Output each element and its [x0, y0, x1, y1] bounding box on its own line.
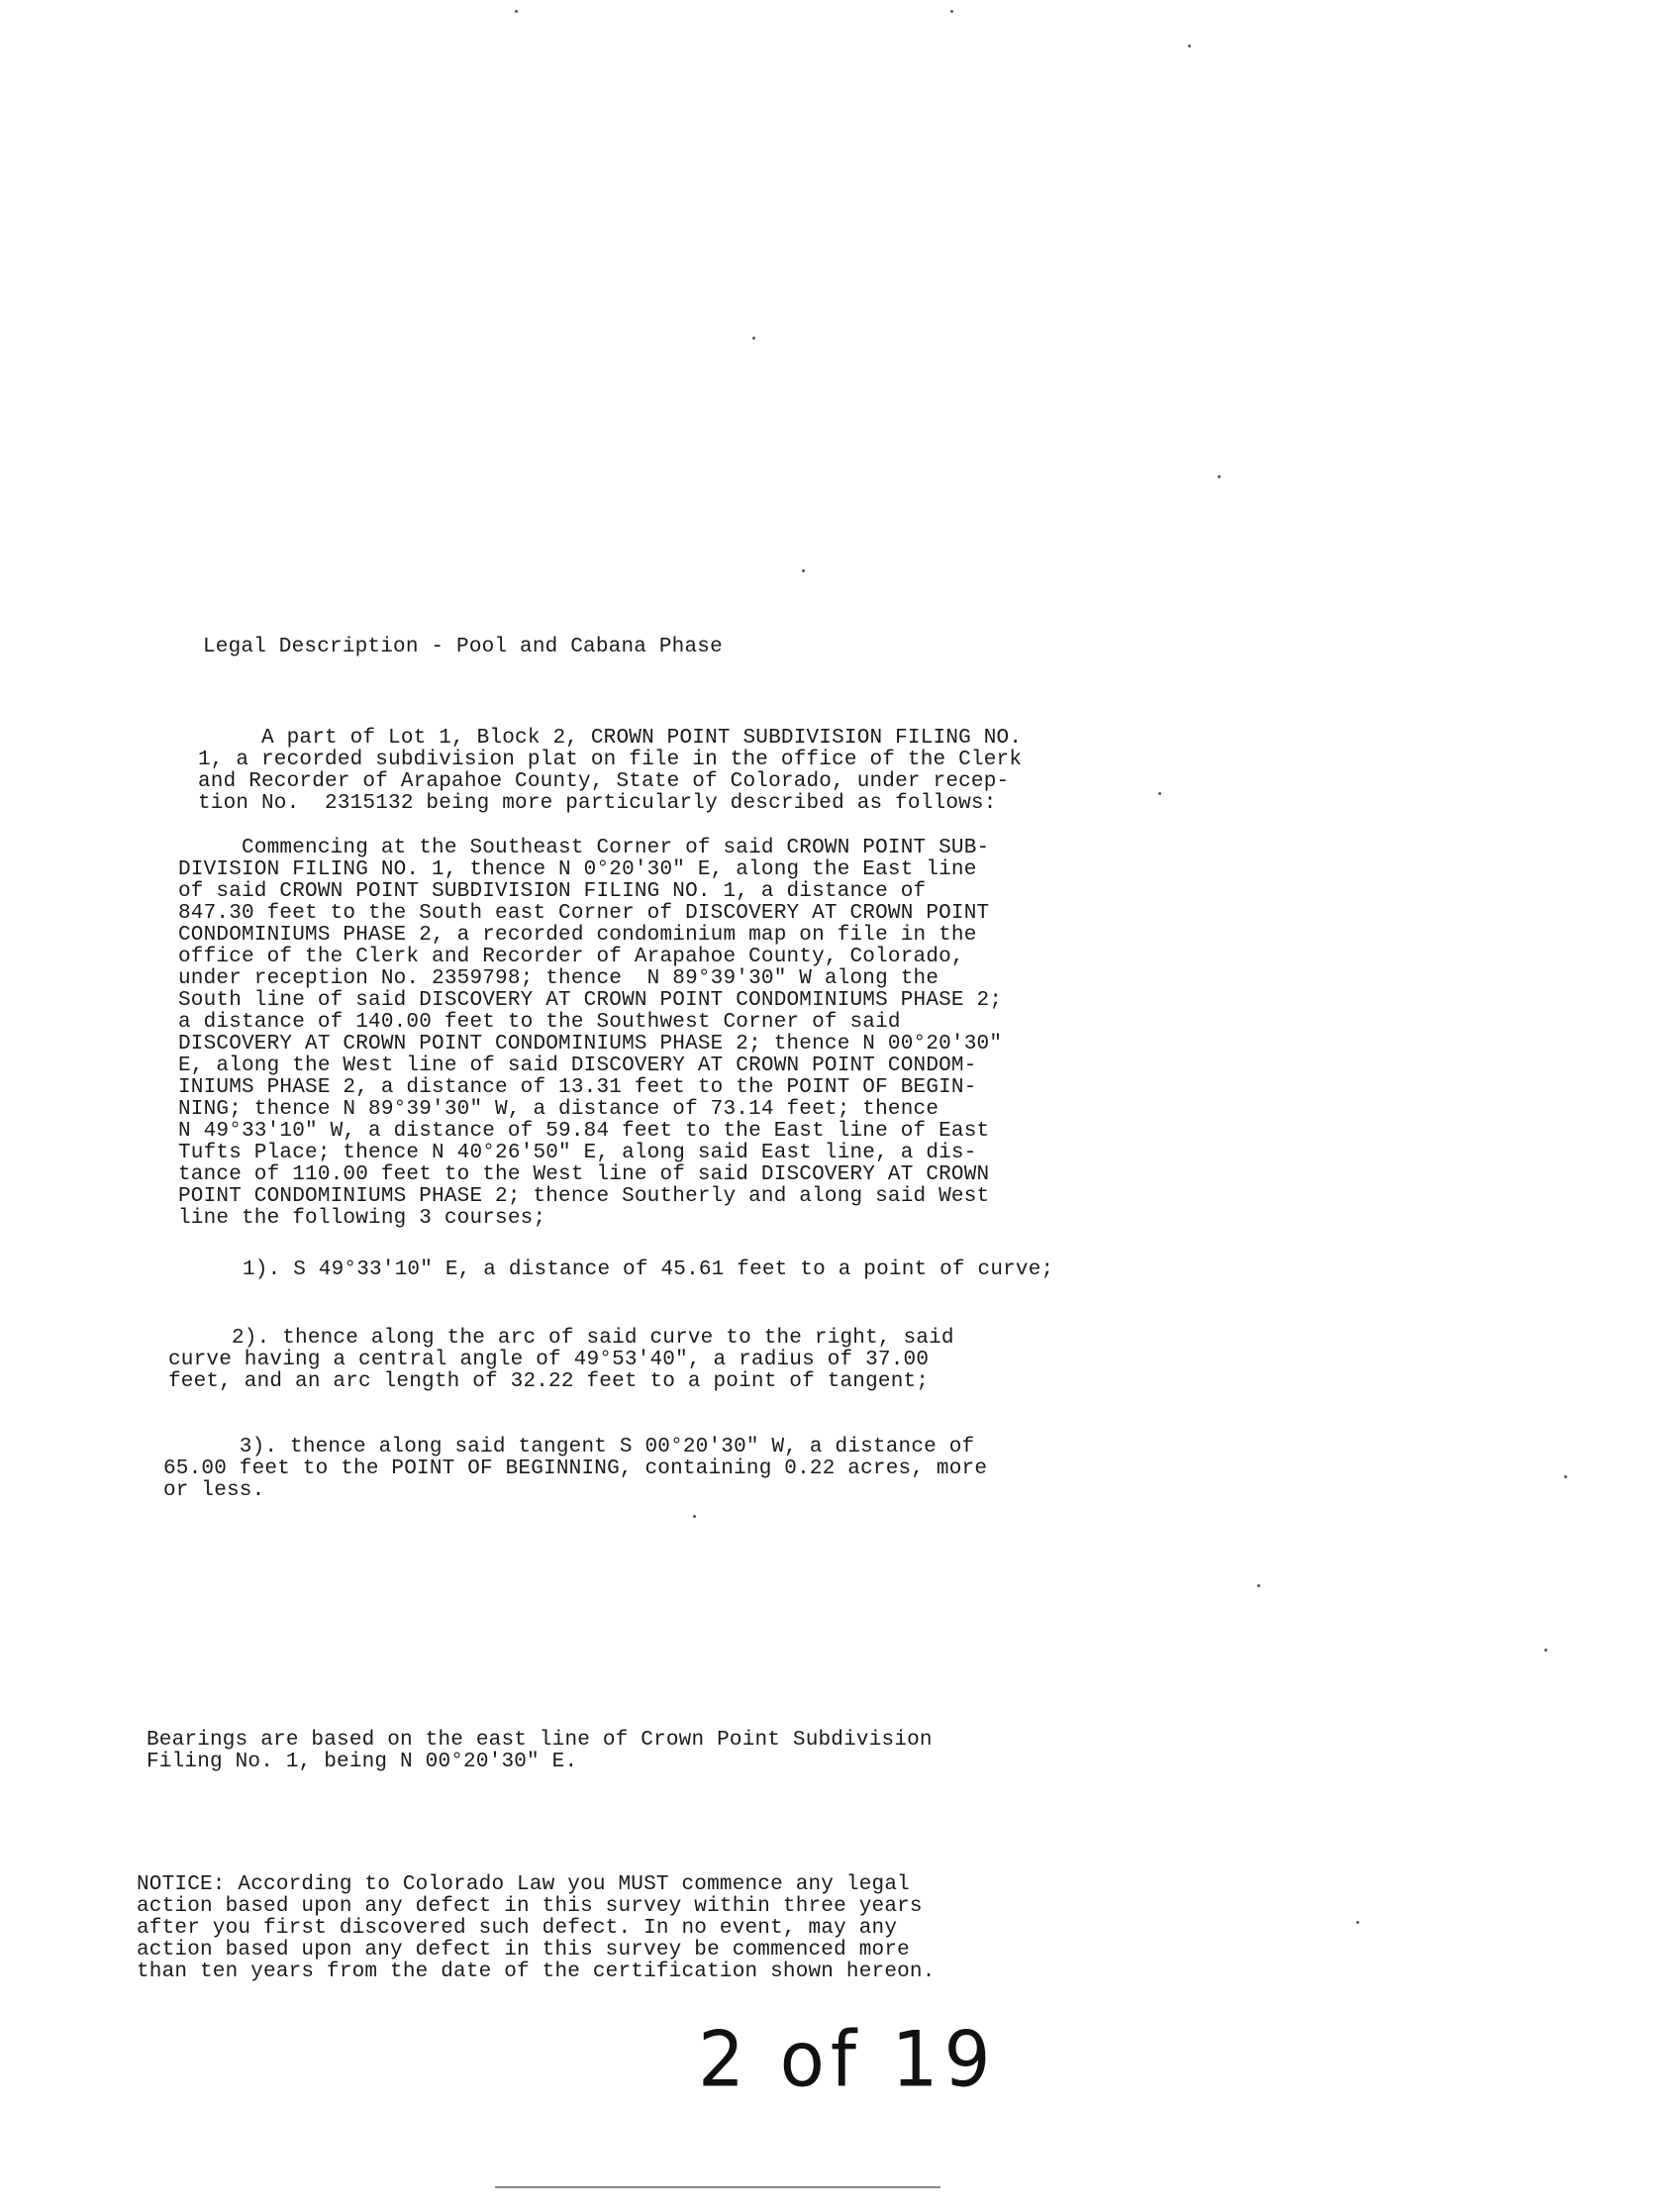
scan-speck: [1257, 1584, 1260, 1587]
handwritten-page-number: 2 of 19: [698, 2014, 997, 2105]
scan-speck: [693, 1515, 696, 1518]
text-line: 3). thence along said tangent S 00°20'30" W, a distance of: [163, 1436, 975, 1458]
scan-speck: [1158, 792, 1161, 795]
scan-speck: [1356, 1921, 1359, 1924]
text-line: after you first discovered such defect. In no event, may any: [137, 1917, 898, 1940]
text-line: a distance of 140.00 feet to the Southwest Corner of said: [178, 1011, 901, 1034]
text-line: tance of 110.00 feet to the West line of said DISCOVERY AT CROWN: [178, 1163, 990, 1186]
text-line: curve having a central angle of 49°53'40", a radius of 37.00: [168, 1349, 930, 1371]
text-line: Tufts Place; thence N 40°26'50" E, along said East line, a dis-: [178, 1142, 977, 1164]
course-3: [163, 1437, 987, 1502]
commencing-paragraph: [178, 838, 1002, 1230]
scan-speck: [1218, 475, 1221, 478]
text-line: DIVISION FILING NO. 1, thence N 0°20'30" E, along the East line: [178, 858, 977, 881]
text-line: NING; thence N 89°39'30" W, a distance of 73.14 feet; thence: [178, 1098, 939, 1121]
legal-notice: [137, 1874, 936, 1983]
text-line: 847.30 feet to the South east Corner of DISCOVERY AT CROWN POINT: [178, 902, 990, 925]
text-line: Commencing at the Southeast Corner of said CROWN POINT SUB-: [178, 837, 990, 859]
text-line: tion No. 2315132 being more particularly described as follows:: [198, 792, 997, 815]
text-line: A part of Lot 1, Block 2, CROWN POINT SUBDIVISION FILING NO.: [198, 727, 1023, 750]
course-1: [243, 1259, 1053, 1281]
text-line: N 49°33'10" W, a distance of 59.84 feet to the East line of East: [178, 1120, 990, 1143]
text-line: of said CROWN POINT SUBDIVISION FILING NO. 1, a distance of: [178, 880, 927, 903]
text-line: DISCOVERY AT CROWN POINT CONDOMINIUMS PHASE 2; thence N 00°20'30": [178, 1033, 1003, 1056]
text-line: action based upon any defect in this survey be commenced more: [137, 1939, 910, 1961]
text-line: office of the Clerk and Recorder of Arapahoe County, Colorado,: [178, 946, 964, 968]
scan-speck: [1188, 45, 1191, 48]
text-line: INIUMS PHASE 2, a distance of 13.31 feet to the POINT OF BEGIN-: [178, 1076, 977, 1099]
text-line: Filing No. 1, being N 00°20'30" E.: [147, 1751, 578, 1773]
bottom-scan-line: [495, 2186, 940, 2188]
text-line: than ten years from the date of the certification shown hereon.: [137, 1961, 936, 1983]
intro-paragraph: [198, 728, 1022, 815]
bearings-note: [147, 1730, 933, 1773]
text-line: 2). thence along the arc of said curve to the right, said: [168, 1327, 954, 1350]
text-line: 1, a recorded subdivision plat on file in the office of the Clerk: [198, 749, 1023, 771]
text-line: 65.00 feet to the POINT OF BEGINNING, containing 0.22 acres, more: [163, 1458, 988, 1480]
text-line: line the following 3 courses;: [178, 1207, 546, 1230]
text-line: action based upon any defect in this survey within three years: [137, 1895, 923, 1918]
text-line: E, along the West line of said DISCOVERY AT CROWN POINT CONDOM-: [178, 1055, 977, 1077]
text-line: feet, and an arc length of 32.22 feet to a point of tangent;: [168, 1370, 930, 1393]
document-title: Legal Description - Pool and Cabana Phase: [203, 636, 723, 658]
scan-speck: [950, 10, 953, 13]
text-line: under reception No. 2359798; thence N 89°39'30" W along the: [178, 967, 939, 990]
scan-speck: [802, 569, 805, 572]
text-line: NOTICE: According to Colorado Law you MUST commence any legal: [137, 1873, 910, 1896]
text-line: South line of said DISCOVERY AT CROWN POINT CONDOMINIUMS PHASE 2;: [178, 989, 1003, 1012]
text-line: CONDOMINIUMS PHASE 2, a recorded condominium map on file in the: [178, 924, 977, 947]
text-line: 1). S 49°33'10" E, a distance of 45.61 feet to a point of curve;: [243, 1258, 1054, 1281]
scan-speck: [1564, 1475, 1567, 1478]
text-line: or less.: [163, 1479, 265, 1502]
scan-speck: [752, 337, 755, 340]
scan-speck: [1544, 1649, 1547, 1652]
text-line: POINT CONDOMINIUMS PHASE 2; thence Southerly and along said West: [178, 1185, 990, 1208]
text-line: Bearings are based on the east line of Crown Point Subdivision: [147, 1729, 933, 1752]
course-2: [168, 1328, 954, 1393]
text-line: and Recorder of Arapahoe County, State of Colorado, under recep-: [198, 770, 1010, 793]
scan-speck: [515, 10, 518, 13]
